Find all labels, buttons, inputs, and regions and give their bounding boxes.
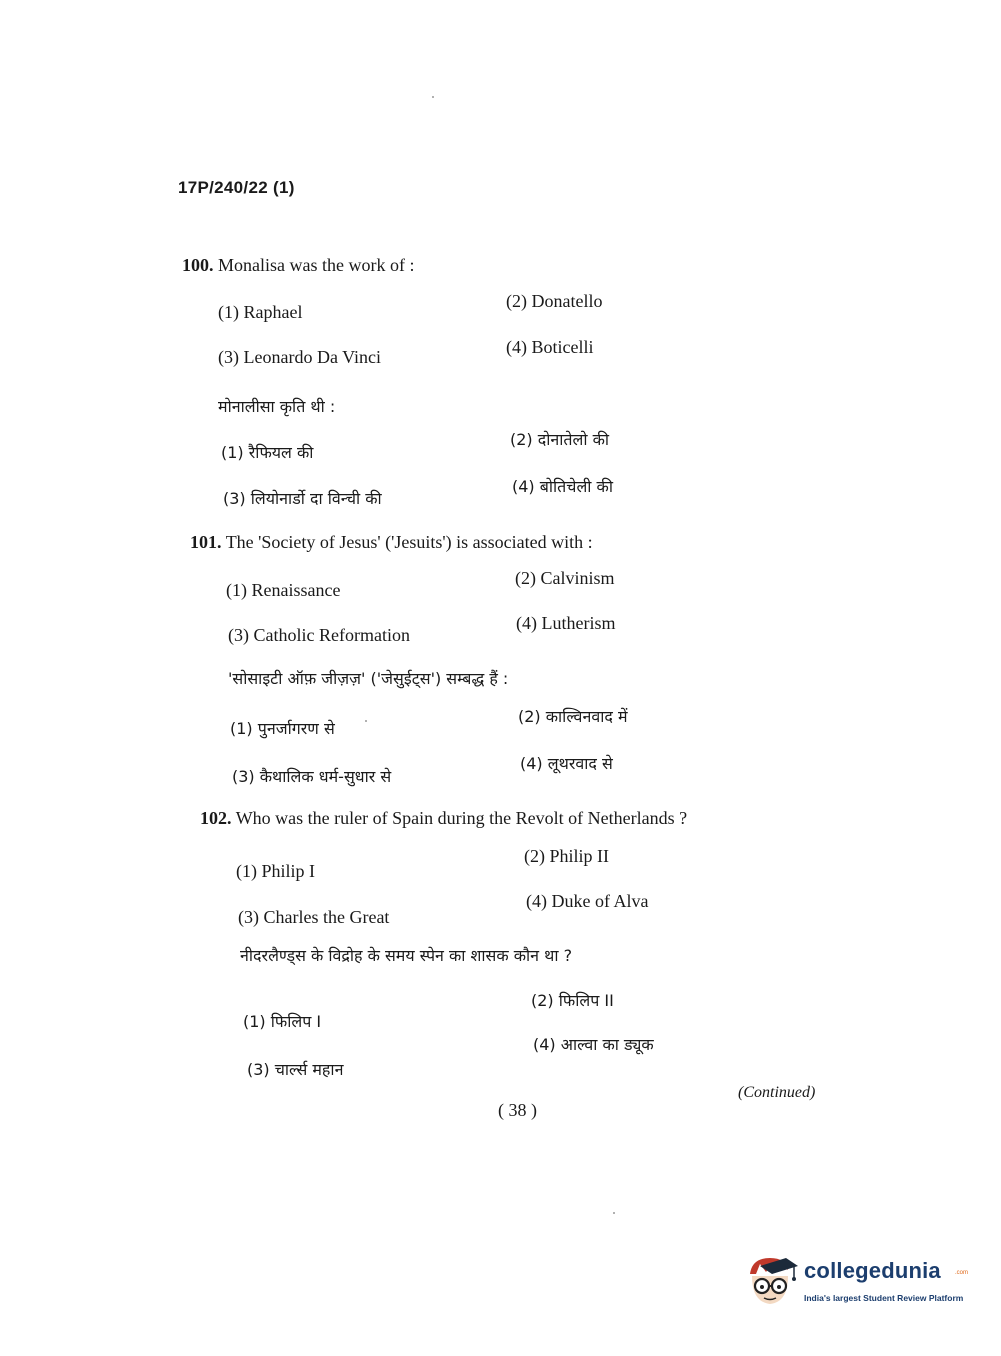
- hindi-option-1: (1) फिलिप I: [243, 1012, 322, 1031]
- hindi-option-2: (2) काल्विनवाद में: [518, 707, 628, 726]
- question-hindi: मोनालीसा कृति थी :: [218, 397, 336, 416]
- question-number: 102.: [200, 808, 232, 828]
- question-hindi: नीदरलैण्ड्स के विद्रोह के समय स्पेन का शासक कौन था ?: [240, 946, 573, 965]
- hindi-option-4: (4) बोतिचेली की: [512, 477, 613, 496]
- question-english: Who was the ruler of Spain during the Revolt of Netherlands ?: [235, 808, 688, 828]
- option-3: (3) Catholic Reformation: [228, 625, 410, 645]
- option-2: (2) Philip II: [524, 846, 609, 866]
- question-number: 100.: [182, 255, 214, 275]
- option-1: (1) Renaissance: [226, 580, 341, 600]
- scan-speck: [613, 1212, 615, 1214]
- logo-domain-suffix: .com: [955, 1270, 969, 1276]
- logo-tagline: India's largest Student Review Platform: [804, 1293, 964, 1303]
- option-1: (1) Philip I: [236, 861, 315, 881]
- hindi-option-4: (4) आल्वा का ड्यूक: [533, 1035, 654, 1054]
- option-4: (4) Boticelli: [506, 337, 594, 357]
- scan-speck: [365, 720, 367, 722]
- question-text: [182, 255, 414, 276]
- hindi-option-4: (4) लूथरवाद से: [520, 754, 613, 773]
- question-text: [190, 532, 593, 553]
- collegedunia-logo: [742, 1252, 972, 1312]
- scan-speck: [432, 96, 434, 98]
- continued-label: (Continued): [738, 1084, 816, 1101]
- hindi-option-2: (2) दोनातेलो की: [510, 430, 610, 449]
- option-4: (4) Lutherism: [516, 613, 616, 633]
- option-2: (2) Calvinism: [515, 568, 615, 588]
- option-4: (4) Duke of Alva: [526, 891, 649, 911]
- question-english: The 'Society of Jesus' ('Jesuits') is associated with :: [225, 532, 593, 552]
- page-number: ( 38 ): [498, 1100, 537, 1120]
- option-2: (2) Donatello: [506, 291, 603, 311]
- question-english: Monalisa was the work of :: [218, 255, 415, 275]
- question-number: 101.: [190, 532, 222, 552]
- option-3: (3) Leonardo Da Vinci: [218, 347, 382, 367]
- question-hindi: 'सोसाइटी ऑफ़ जीज़ज़' ('जेसुईट्स') सम्बद्ध हैं :: [228, 669, 509, 688]
- hindi-option-3: (3) लियोनार्डो दा विन्ची की: [223, 489, 382, 508]
- option-3: (3) Charles the Great: [238, 907, 390, 927]
- question-text: [200, 808, 687, 829]
- logo-wordmark: collegedunia: [804, 1258, 941, 1283]
- option-1: (1) Raphael: [218, 302, 303, 322]
- hindi-option-3: (3) कैथालिक धर्म-सुधार से: [232, 767, 392, 786]
- paper-code: 17P/240/22 (1): [178, 178, 295, 197]
- hindi-option-1: (1) रैफियल की: [221, 443, 314, 462]
- hindi-option-1: (1) पुनर्जागरण से: [230, 719, 335, 738]
- hindi-option-2: (2) फिलिप II: [531, 991, 614, 1010]
- mascot-icon: [742, 1252, 800, 1310]
- hindi-option-3: (3) चार्ल्स महान: [247, 1060, 344, 1079]
